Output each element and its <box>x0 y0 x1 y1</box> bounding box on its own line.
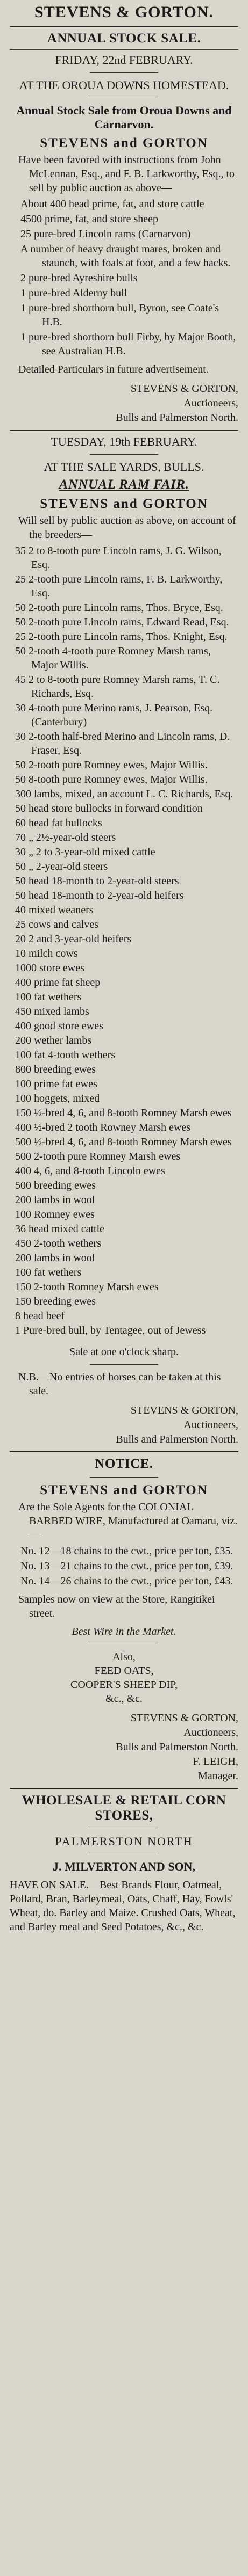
signature-manager-name: F. LEIGH, <box>193 1756 238 1767</box>
notice-intro: Are the Sole Agents for the COLONIAL BARBED WIRE, Manufactured at Oamaru, viz.— <box>18 1501 238 1541</box>
notice-items <box>10 1544 238 1588</box>
list-item: 30 4-tooth pure Merino rams, J. Pearson, Esq. (Canterbury) <box>15 702 213 728</box>
stores-owner: J. MILVERTON AND SON, <box>52 1860 196 1873</box>
list-item: No. 13—21 chains to the cwt., price per ton, £39. <box>20 1560 233 1572</box>
list-item: 50 8-tooth pure Romney ewes, Major Willis. <box>15 774 208 785</box>
list-item: About 400 head prime, fat, and store cattle <box>20 198 204 210</box>
list-item: 70 „ 2½-year-old steers <box>15 832 116 843</box>
ad-heading: ANNUAL STOCK SALE. <box>47 31 201 46</box>
list-item: 450 2-tooth wethers <box>15 1238 101 1249</box>
sale-intro: Will sell by public auction as above, on account of the breeders— <box>18 515 236 541</box>
stores-town: PALMERSTON NORTH <box>55 1835 193 1848</box>
firm-name: STEVENS and GORTON <box>40 136 208 150</box>
list-item: 200 lambs in wool <box>15 1194 95 1206</box>
ad-heading: ANNUAL RAM FAIR. <box>59 477 189 492</box>
list-item: A number of heavy draught mares, broken and staunch, with foals at foot, and a few hacks. <box>20 243 231 269</box>
divider <box>10 49 238 50</box>
firm-masthead: STEVENS & GORTON. <box>34 3 214 21</box>
signature-firm: STEVENS & GORTON, <box>130 1405 238 1416</box>
list-item: 300 lambs, mixed, an account L. C. Richards, Esq. <box>15 788 233 800</box>
list-item: 50 2-tooth 4-tooth pure Romney Marsh rams, Major Willis. <box>15 645 211 671</box>
divider <box>90 1477 159 1478</box>
also-line: Also, <box>112 1651 136 1663</box>
signature-manager-role: Manager. <box>198 1770 238 1782</box>
list-item: No. 14—26 chains to the cwt., price per ton, £43. <box>20 1575 233 1587</box>
list-item: 200 wether lambs <box>15 1035 92 1046</box>
sale-time: Sale at one o'clock sharp. <box>69 1346 179 1358</box>
list-item: 150 ½-bred 4, 6, and 8-tooth Romney Marsh ewes <box>15 1107 232 1119</box>
divider <box>90 1364 159 1365</box>
list-item: 100 Romney ewes <box>15 1209 95 1220</box>
divider <box>10 26 238 27</box>
list-item: 1 pure-bred shorthorn bull Firby, by Major Booth, see Australian H.B. <box>20 331 236 357</box>
sale-intro: Have been favored with instructions from John McLennan, Esq., and F. B. Larkworthy, Esq., to sell by public auction as above— <box>18 154 235 194</box>
list-item: 35 2 to 8-tooth pure Lincoln rams, J. G. Wilson, Esq. <box>15 545 222 571</box>
list-item: 100 hoggets, mixed <box>15 1093 100 1104</box>
list-item: 500 2-tooth pure Romney Marsh ewes <box>15 1151 181 1162</box>
list-item: 40 mixed weaners <box>15 904 94 916</box>
divider <box>10 1451 238 1452</box>
list-item: 100 prime fat ewes <box>15 1078 97 1090</box>
signature-location: Bulls and Palmerston North. <box>116 1741 238 1753</box>
list-item: 400 good store ewes <box>15 1020 103 1032</box>
list-item: 50 „ 2-year-old steers <box>15 861 108 872</box>
list-item: 1 pure-bred Alderny bull <box>20 287 127 299</box>
notice-tagline: Best Wire in the Market. <box>72 1626 176 1638</box>
corn-stores-ad <box>10 1793 238 1934</box>
list-item: 50 2-tooth pure Romney ewes, Major Willis. <box>15 759 208 771</box>
signature-role: Auctioneers, <box>183 397 238 409</box>
list-item: 1 Pure-bred bull, by Tentagee, out of Jewess <box>15 1325 206 1336</box>
list-item: 150 breeding ewes <box>15 1296 96 1307</box>
list-item: 500 breeding ewes <box>15 1180 96 1191</box>
notice-also <box>10 1650 238 1706</box>
sale-place: AT THE SALE YARDS, BULLS. <box>44 460 204 474</box>
list-item: 50 head 18-month to 2-year-old steers <box>15 875 179 887</box>
list-item: 100 fat wethers <box>15 1267 82 1278</box>
list-item: 200 lambs in wool <box>15 1252 95 1264</box>
list-item: 25 pure-bred Lincoln rams (Carnarvon) <box>20 228 191 240</box>
list-item: 45 2 to 8-tooth pure Romney Marsh rams, T. C. Richards, Esq. <box>15 674 220 700</box>
list-item: 25 2-tooth pure Lincoln rams, Thos. Knight, Esq. <box>15 631 228 643</box>
list-item: 10 milch cows <box>15 948 78 959</box>
ad-heading: NOTICE. <box>95 1457 153 1471</box>
also-line: FEED OATS, <box>94 1665 154 1677</box>
ad-heading: WHOLESALE & RETAIL CORN STORES, <box>22 1793 226 1823</box>
stores-body: HAVE ON SALE.—Best Brands Flour, Oatmeal, Pollard, Bran, Barleymeal, Oats, Chaff, Hay, Fowls' Wheat, do. Barley and Maize. Crushed Oats, Wheat, and Barley meal and Seed Potatoes, &c., &c. <box>10 1879 236 1933</box>
signature <box>10 382 238 425</box>
signature-role: Auctioneers, <box>183 1419 238 1431</box>
also-line: COOPER'S SHEEP DIP, <box>70 1679 178 1691</box>
sale-subheading: Annual Stock Sale from Oroua Downs and Carnarvon. <box>16 104 232 131</box>
signature-role: Auctioneers, <box>183 1727 238 1738</box>
barbed-wire-notice <box>10 1457 238 1784</box>
list-item: 50 2-tooth pure Lincoln rams, Edward Read, Esq. <box>15 616 229 628</box>
list-item: 1000 store ewes <box>15 962 84 974</box>
divider <box>90 72 159 73</box>
list-item: 50 2-tooth pure Lincoln rams, Thos. Bryce, Esq. <box>15 602 223 614</box>
sale-date: TUESDAY, 19th FEBRUARY. <box>51 435 197 448</box>
signature-firm: STEVENS & GORTON, <box>130 1712 238 1724</box>
list-item: 20 2 and 3-year-old heifers <box>15 933 132 945</box>
list-item: 30 „ 2 to 3-year-old mixed cattle <box>15 846 155 858</box>
also-line: &c., &c. <box>105 1693 143 1705</box>
list-item: 8 head beef <box>15 1310 65 1322</box>
list-item: 50 head 18-month to 2-year-old heifers <box>15 890 184 901</box>
sale-note: Detailed Particulars in future advertisement. <box>18 363 209 375</box>
sale-items <box>10 544 238 1337</box>
list-item: 500 ½-bred 4, 6, and 8-tooth Romney Marsh ewes <box>15 1136 232 1148</box>
list-item: 25 2-tooth pure Lincoln rams, F. B. Larkworthy, Esq. <box>15 573 223 599</box>
list-item: 50 head store bullocks in forward condition <box>15 803 203 814</box>
list-item: 400 prime fat sheep <box>15 977 101 988</box>
divider <box>10 430 238 431</box>
list-item: 1 pure-bred shorthorn bull, Byron, see Coate's H.B. <box>20 302 219 328</box>
list-item: 25 cows and calves <box>15 919 98 930</box>
list-item: 100 fat wethers <box>15 991 82 1003</box>
list-item: 400 ½-bred 2 tooth Rowney Marsh ewes <box>15 1122 191 1133</box>
list-item: No. 12—18 chains to the cwt., price per ton, £35. <box>20 1545 233 1557</box>
firm-name: STEVENS and GORTON <box>40 1483 208 1497</box>
divider <box>10 1788 238 1789</box>
signature-location: Bulls and Palmerston North. <box>116 412 238 424</box>
list-item: 400 4, 6, and 8-tooth Lincoln ewes <box>15 1165 165 1177</box>
signature <box>10 1403 238 1447</box>
list-item: 100 fat 4-tooth wethers <box>15 1049 116 1061</box>
sale-items <box>10 197 238 358</box>
signature-firm: STEVENS & GORTON, <box>130 383 238 395</box>
sale-nb: N.B.—No entries of horses can be taken at this sale. <box>18 1371 221 1397</box>
annual-stock-sale-ad <box>10 31 238 425</box>
list-item: 800 breeding ewes <box>15 1064 96 1075</box>
firm-name: STEVENS and GORTON <box>40 497 208 511</box>
list-item: 2 pure-bred Ayreshire bulls <box>20 272 138 284</box>
list-item: 4500 prime, fat, and store sheep <box>20 213 159 225</box>
list-item: 36 head mixed cattle <box>15 1223 105 1235</box>
list-item: 30 2-tooth half-bred Merino and Lincoln rams, D. Fraser, Esq. <box>15 731 230 756</box>
sale-place: AT THE OROUA DOWNS HOMESTEAD. <box>19 78 229 92</box>
list-item: 150 2-tooth Romney Marsh ewes <box>15 1281 159 1293</box>
divider <box>90 454 159 455</box>
sale-date: FRIDAY, 22nd FEBRUARY. <box>55 53 193 67</box>
notice-samples: Samples now on view at the Store, Rangitikei street. <box>18 1593 215 1619</box>
list-item: 450 mixed lambs <box>15 1006 89 1017</box>
ram-fair-ad <box>10 435 238 1447</box>
signature-location: Bulls and Palmerston North. <box>116 1433 238 1445</box>
signature <box>10 1711 238 1784</box>
list-item: 60 head fat bullocks <box>15 817 102 829</box>
